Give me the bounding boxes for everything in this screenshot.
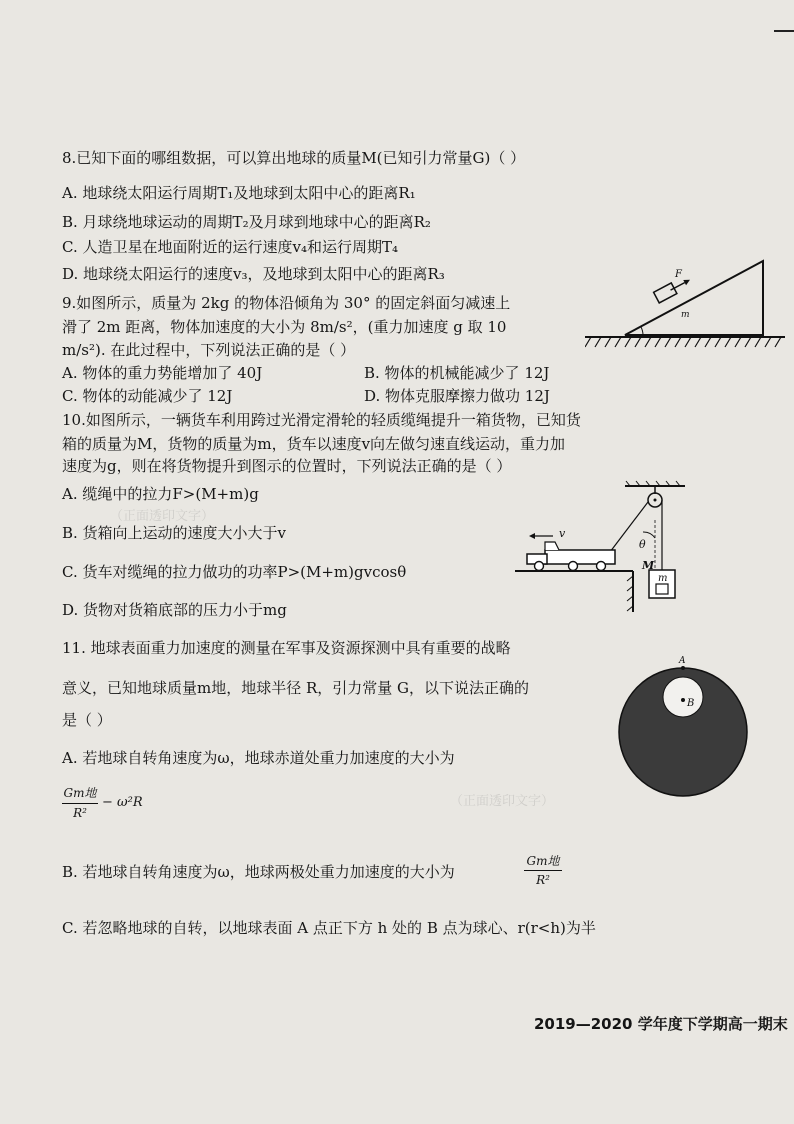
q11-stem-line1: 11. 地球表面重力加速度的测量在军事及资源探测中具有重要的战略 [62, 639, 511, 657]
fraction-bar [62, 803, 98, 804]
q9-option-c: C. 物体的动能减少了 12J [62, 387, 233, 405]
q11-option-c: C. 若忽略地球的自转，以地球表面 A 点正下方 h 处的 B 点为球心、r(r<h)为半 [62, 919, 596, 937]
q11-stem-line2: 意义，已知地球质量m地，地球半径 R，引力常量 G，以下说法正确的 [62, 679, 530, 697]
corner-mark [774, 30, 794, 32]
q9-stem-line3: m/s²). 在此过程中，下列说法正确的是（ ） [62, 341, 356, 359]
q9-option-a: A. 物体的重力势能增加了 40J [62, 364, 263, 382]
formula-denominator: R² [73, 806, 87, 820]
q10-option-c: C. 货车对缆绳的拉力做功的功率P>(M+m)gvcosθ [62, 563, 407, 581]
q9-mass-label: m [681, 310, 690, 320]
q8-option-d: D. 地球绕太阳运行的速度v₃，及地球到太阳中心的距离R₃ [62, 265, 445, 283]
q10-option-a: A. 缆绳中的拉力F>(M+m)g [62, 485, 259, 503]
q10-velocity-label: v [559, 527, 566, 540]
bleed-through-text: （正面透印文字） [110, 509, 215, 524]
q10-stem-line2: 箱的质量为M，货物的质量为m，货车以速度v向左做匀速直线运动，重力加 [62, 435, 566, 453]
q10-option-d: D. 货物对货箱底部的压力小于mg [62, 601, 287, 619]
q9-force-label: F [675, 269, 682, 280]
q11-option-b: B. 若地球自转角速度为ω，地球两极处重力加速度的大小为 [62, 863, 455, 881]
q8-stem: 8.已知下面的哪组数据，可以算出地球的质量M(已知引力常量G)（ ） [62, 149, 526, 167]
q9-option-d: D. 物体克服摩擦力做功 12J [364, 387, 550, 405]
q11-point-B-label: B [687, 698, 695, 709]
q11-point-A-label: A [679, 656, 686, 666]
q11-earth-cavity-figure [608, 650, 758, 800]
q11-option-a: A. 若地球自转角速度为ω，地球赤道处重力加速度的大小为 [62, 749, 455, 767]
q8-option-b: B. 月球绕地球运动的周期T₂及月球到地球中心的距离R₂ [62, 213, 431, 231]
q11-option-b-formula [522, 852, 564, 892]
formula-numerator: Gm地 [63, 786, 97, 800]
formula-denominator: R² [536, 873, 550, 887]
formula-tail: − ω²R [102, 795, 143, 810]
page-footer: 2019—2020 学年度下学期高一期末 [534, 1015, 788, 1033]
q8-option-a: A. 地球绕太阳运行周期T₁及地球到太阳中心的距离R₁ [62, 184, 416, 202]
q10-theta-label: θ [639, 538, 646, 551]
q10-stem-line3: 速度为g，则在将货物提升到图示的位置时，下列说法正确的是（ ） [62, 457, 512, 475]
formula-numerator: Gm地 [526, 854, 560, 868]
q9-option-b: B. 物体的机械能减少了 12J [364, 364, 550, 382]
q11-option-a-formula [62, 784, 172, 828]
q9-incline-figure [585, 255, 785, 355]
bleed-through-text: （正面透印文字） [450, 794, 555, 809]
q10-stem-line1: 10.如图所示，一辆货车利用跨过光滑定滑轮的轻质缆绳提升一箱货物，已知货 [62, 411, 581, 429]
q9-stem-line1: 9.如图所示，质量为 2kg 的物体沿倾角为 30° 的固定斜面匀减速上 [62, 294, 511, 312]
fraction-bar [524, 870, 562, 871]
q10-truck-pulley-figure [515, 480, 695, 615]
q9-stem-line2: 滑了 2m 距离，物体加速度的大小为 8m/s²，(重力加速度 g 取 10 [62, 318, 507, 336]
q11-stem-line3: 是（ ） [62, 711, 112, 729]
q10-crate-M-label: M [642, 559, 655, 572]
q8-option-c: C. 人造卫星在地面附近的运行速度v₄和运行周期T₄ [62, 238, 398, 256]
q10-option-b: B. 货箱向上运动的速度大小大于v [62, 524, 287, 542]
q10-cargo-m-label: m [658, 573, 668, 584]
